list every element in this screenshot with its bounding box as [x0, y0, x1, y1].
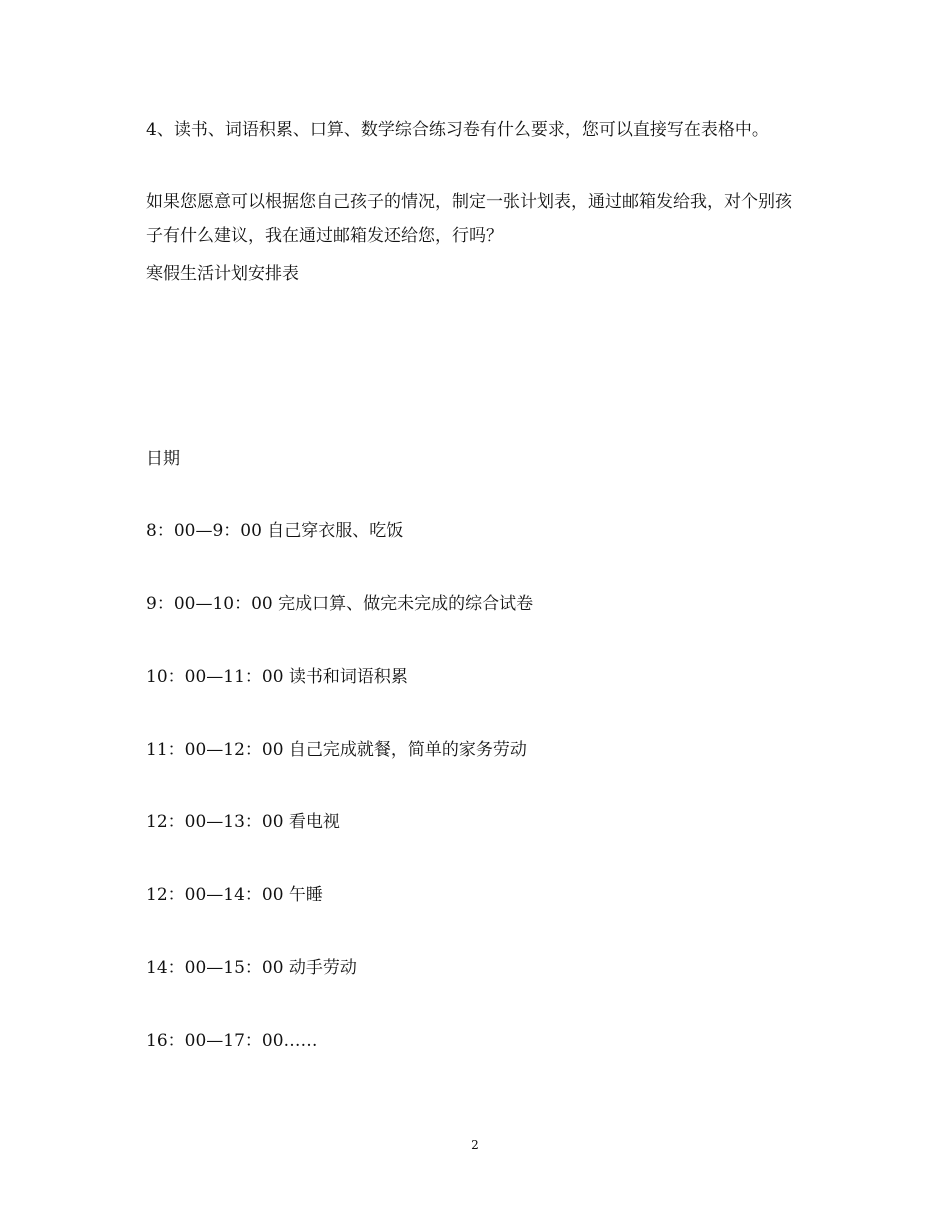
- schedule-item: 12：00—13：00 看电视: [146, 812, 340, 832]
- schedule-item: 16：00—17：00……: [146, 1031, 318, 1051]
- schedule-item: 12：00—14：00 午睡: [146, 885, 323, 905]
- paragraph-requirements: 4、读书、词语积累、口算、数学综合练习卷有什么要求，您可以直接写在表格中。: [146, 120, 769, 140]
- schedule-item: 14：00—15：00 动手劳动: [146, 958, 357, 978]
- schedule-item: 10：00—11：00 读书和词语积累: [146, 667, 408, 687]
- schedule-item: 11：00—12：00 自己完成就餐，简单的家务劳动: [146, 740, 527, 760]
- paragraph-title: 寒假生活计划安排表: [146, 264, 299, 284]
- schedule-item: 8：00—9：00 自己穿衣服、吃饭: [146, 521, 404, 541]
- paragraph-plan-request: 如果您愿意可以根据您自己孩子的情况，制定一张计划表，通过邮箱发给我，对个别孩子有什么建议，我在通过邮箱发还给您，行吗？: [146, 192, 792, 246]
- page-number: 2: [471, 1138, 479, 1152]
- schedule-item: 9：00—10：00 完成口算、做完未完成的综合试卷: [146, 594, 534, 614]
- table-header-date: 日期: [146, 449, 180, 469]
